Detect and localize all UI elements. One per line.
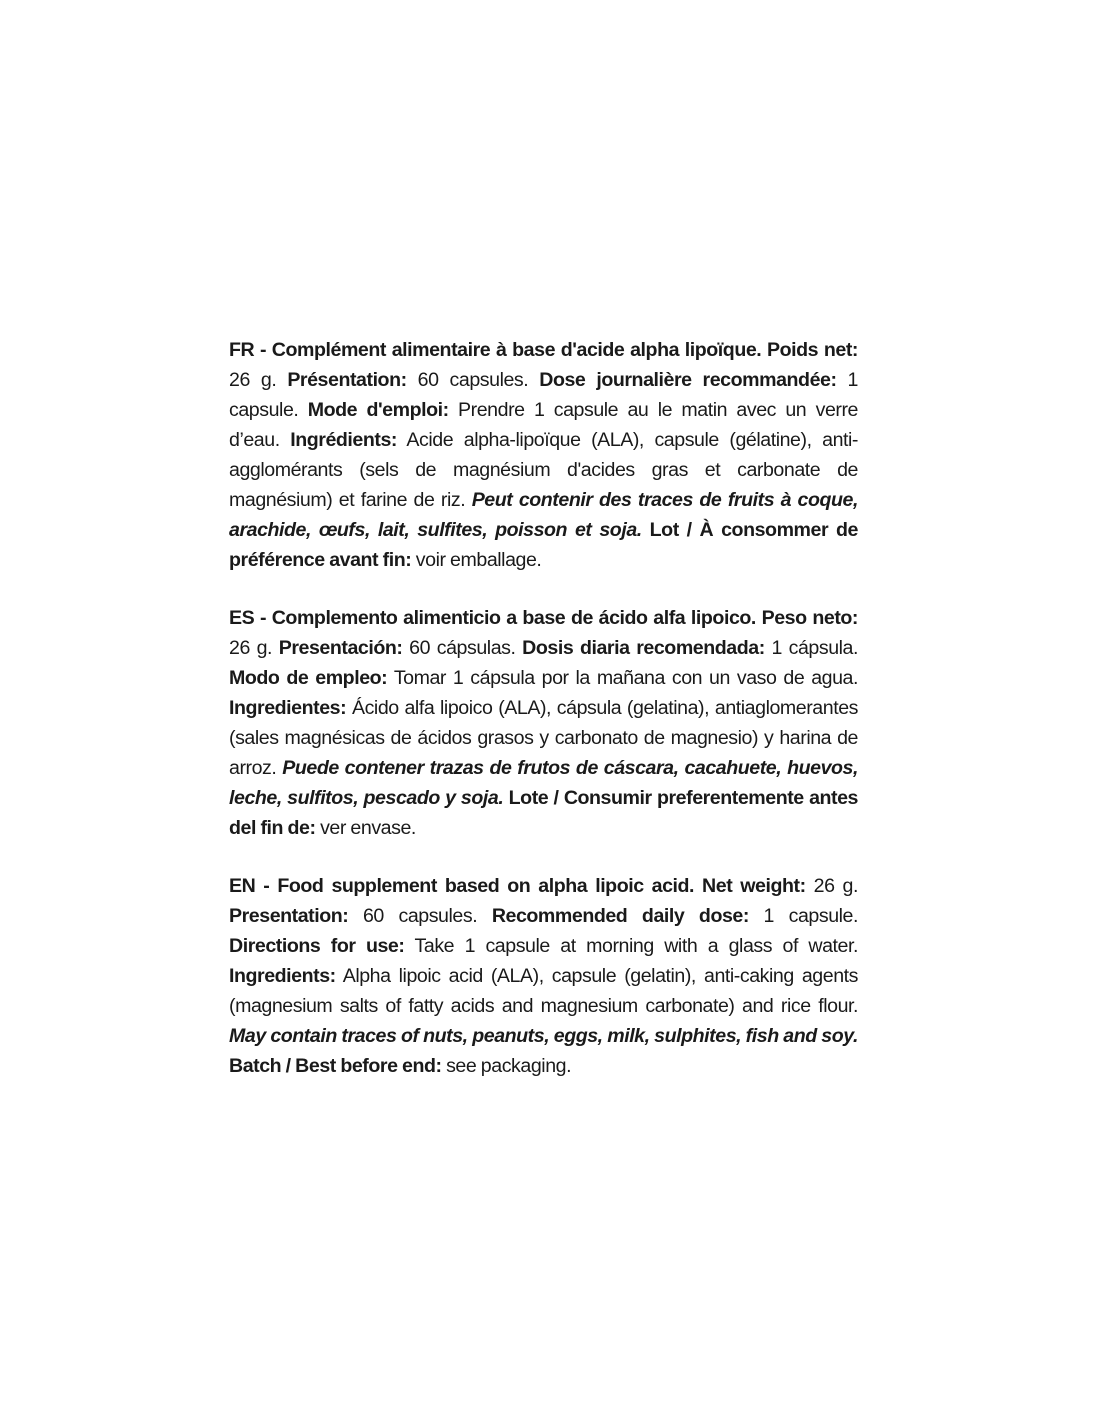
es-allergen-warning: Puede contener trazas de frutos de cáscara, cacahuete, huevos, leche, sulfitos, pescado y soja. [229, 757, 858, 809]
es-directions-value: Tomar 1 cápsula por la mañana con un vaso de agua. [387, 667, 858, 689]
section-fr [229, 335, 858, 575]
en-ingredients-label: Ingredients: [229, 965, 336, 987]
en-allergen-warning: May contain traces of nuts, peanuts, eggs, milk, sulphites, fish and soy. [229, 1025, 858, 1047]
fr-daily-dose-label: Dose journalière recommandée: [539, 369, 837, 391]
en-ingredients-value: Alpha lipoic acid (ALA), capsule (gelatin), anti-caking agents (magnesium salts of fatty acids and magnesium carbonate) and rice flour. [229, 965, 858, 1017]
section-en [229, 871, 858, 1081]
es-directions-label: Modo de empleo: [229, 667, 388, 689]
en-daily-dose-label: Recommended daily dose: [491, 905, 749, 927]
es-heading: ES - Complemento alimenticio a base de ácido alfa lipoico. Peso neto: [229, 607, 858, 629]
en-directions-value: Take 1 capsule at morning with a glass of water. [404, 935, 858, 957]
es-batch-label: Lote / Consumir preferentemente antes del fin de: [229, 787, 859, 839]
es-presentation-label: Presentación: [278, 637, 403, 659]
product-label-text [229, 335, 858, 1081]
fr-batch-label: Lot / À consommer de préférence avant fin: [229, 519, 858, 571]
es-daily-dose-label: Dosis diaria recomendada: [522, 637, 765, 659]
en-presentation-label: Presentation: [229, 905, 349, 927]
fr-ingredients-value: Acide alpha-lipoïque (ALA), capsule (gélatine), anti-agglomérants (sels de magnésium d'acides gras et carbonate de magnésium) et farine de riz. [229, 429, 858, 511]
en-batch-label: Batch / Best before end: [229, 1055, 442, 1077]
fr-batch-value: voir emballage. [411, 549, 542, 571]
fr-net-weight-value: 26 g. [229, 369, 288, 391]
es-ingredients-value: Ácido alfa lipoico (ALA), cápsula (gelatina), antiaglomerantes (sales magnésicas de ácidos grasos y carbonato de magnesio) y harina de arroz. [229, 697, 858, 779]
fr-allergen-warning: Peut contenir des traces de fruits à coque, arachide, œufs, lait, sulfites, poisson et soja. [229, 489, 858, 541]
en-heading: EN - Food supplement based on alpha lipoic acid. Net weight: [229, 875, 806, 897]
fr-directions-value: Prendre 1 capsule au le matin avec un verre d’eau. [229, 399, 858, 451]
fr-heading: FR - Complément alimentaire à base d'acide alpha lipoïque. Poids net: [229, 339, 858, 361]
en-daily-dose-value: 1 capsule. [748, 905, 858, 927]
es-daily-dose-value: 1 cápsula. [764, 637, 858, 659]
fr-presentation-label: Présentation: [287, 369, 407, 391]
en-batch-value: see packaging. [441, 1055, 572, 1077]
en-net-weight-value: 26 g. [805, 875, 858, 897]
es-batch-value: ver envase. [315, 817, 416, 839]
section-es [229, 603, 858, 843]
es-net-weight-value: 26 g. [229, 637, 279, 659]
es-ingredients-label: Ingredientes: [229, 697, 347, 719]
en-directions-label: Directions for use: [229, 935, 405, 957]
es-presentation-value: 60 cápsulas. [402, 637, 523, 659]
en-presentation-value: 60 capsules. [348, 905, 492, 927]
fr-presentation-value: 60 capsules. [406, 369, 540, 391]
fr-directions-label: Mode d'emploi: [307, 399, 449, 421]
fr-daily-dose-value: 1 capsule. [229, 369, 858, 421]
fr-ingredients-label: Ingrédients: [290, 429, 397, 451]
